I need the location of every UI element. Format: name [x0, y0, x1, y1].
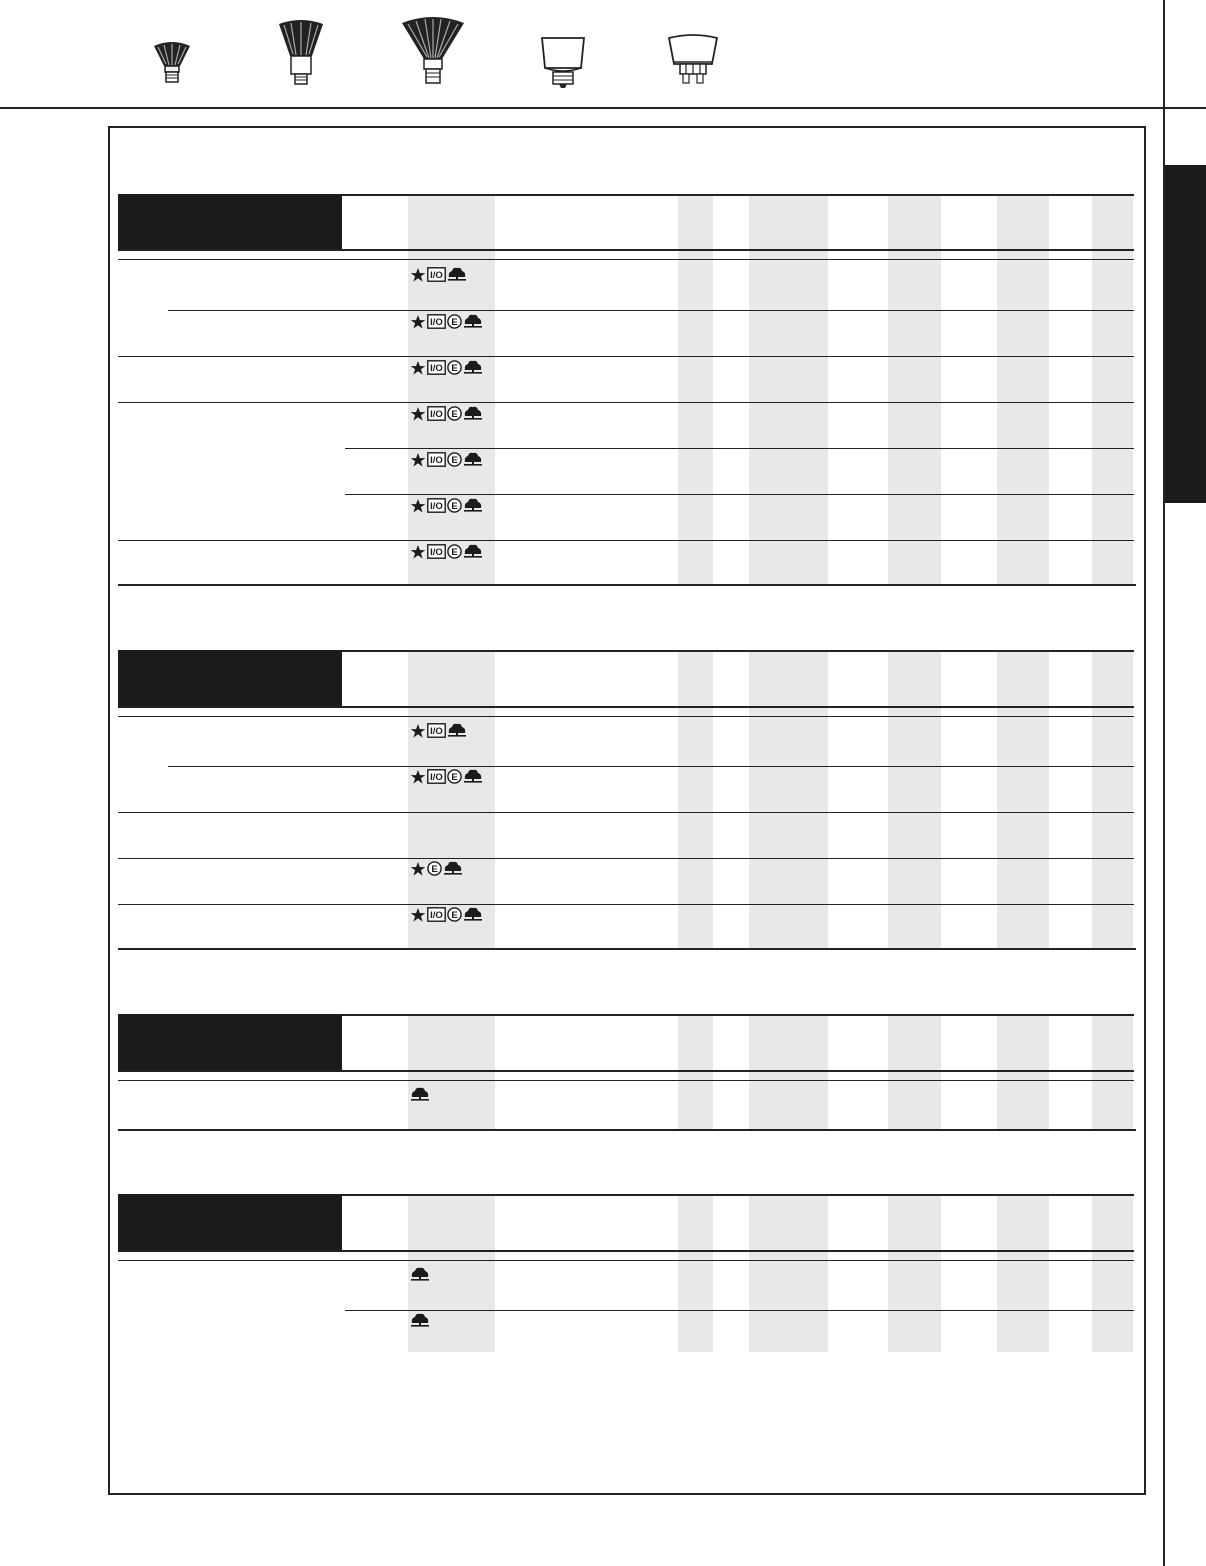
energy-star-icon	[410, 907, 426, 928]
svg-text:E: E	[451, 772, 458, 783]
eco-friendly-icon	[447, 723, 467, 743]
feature-icons-row	[410, 545, 483, 563]
feature-icons-row	[410, 315, 483, 333]
svg-text:I/O: I/O	[430, 317, 443, 329]
energy-star-icon	[410, 723, 426, 744]
svg-text:E: E	[451, 317, 458, 328]
indoor-outdoor-icon	[427, 907, 446, 927]
indoor-outdoor-icon	[427, 452, 446, 472]
shaded-column	[888, 1016, 941, 1130]
svg-text:E: E	[451, 409, 458, 420]
enclosed-fixture-icon	[447, 314, 462, 334]
indoor-outdoor-icon	[427, 544, 446, 564]
table-end-rule	[118, 948, 1136, 950]
svg-text:E: E	[451, 547, 458, 558]
enclosed-fixture-icon	[447, 544, 462, 564]
eco-friendly-icon	[463, 498, 483, 518]
enclosed-fixture-icon	[447, 498, 462, 518]
row-rule	[118, 904, 1134, 905]
table-header-block	[118, 650, 342, 707]
table-header-bottom-rule	[118, 706, 1134, 708]
shaded-column	[1092, 1016, 1133, 1130]
svg-text:I/O: I/O	[430, 455, 443, 467]
shaded-column	[749, 1016, 828, 1130]
e26-base-lamp-icon	[539, 34, 587, 90]
svg-text:I/O: I/O	[430, 501, 443, 513]
row-rule	[118, 540, 1134, 541]
shaded-column	[408, 196, 495, 585]
enclosed-fixture-icon	[447, 406, 462, 426]
svg-text:I/O: I/O	[430, 363, 443, 375]
feature-icons-row	[410, 453, 483, 471]
feature-icons-row	[410, 1268, 430, 1286]
row-rule	[118, 1080, 1134, 1081]
section-tab	[1165, 165, 1206, 503]
row-rule	[168, 766, 1134, 767]
indoor-outdoor-icon	[427, 769, 446, 789]
feature-icons-row	[410, 1088, 430, 1106]
svg-text:I/O: I/O	[430, 910, 443, 922]
shaded-column	[749, 1196, 828, 1352]
eco-friendly-icon	[463, 314, 483, 334]
energy-star-icon	[410, 406, 426, 427]
feature-icons-row	[410, 1314, 430, 1332]
eco-friendly-icon	[410, 1087, 430, 1107]
shaded-column	[678, 1196, 713, 1352]
enclosed-fixture-icon	[447, 452, 462, 472]
feature-icons-row	[410, 407, 483, 425]
shaded-column	[997, 196, 1049, 585]
eco-friendly-icon	[443, 861, 463, 881]
eco-friendly-icon	[463, 544, 483, 564]
enclosed-fixture-icon	[447, 360, 462, 380]
energy-star-icon	[410, 267, 426, 288]
row-rule	[345, 448, 1134, 449]
eco-friendly-icon	[463, 406, 483, 426]
feature-icons-row	[410, 770, 483, 788]
feature-icons-row	[410, 908, 483, 926]
feature-icons-row	[410, 724, 467, 742]
shaded-column	[678, 196, 713, 585]
svg-text:I/O: I/O	[430, 409, 443, 421]
table-header-block	[118, 1014, 342, 1071]
svg-text:E: E	[451, 910, 458, 921]
energy-star-icon	[410, 360, 426, 381]
indoor-outdoor-icon	[427, 723, 446, 743]
table-end-rule	[118, 584, 1136, 586]
row-rule	[118, 356, 1134, 357]
eco-friendly-icon	[447, 267, 467, 287]
eco-friendly-icon	[463, 907, 483, 927]
indoor-outdoor-icon	[427, 360, 446, 380]
eco-friendly-icon	[410, 1267, 430, 1287]
feature-icons-row	[410, 862, 463, 880]
svg-text:E: E	[451, 363, 458, 374]
svg-text:I/O: I/O	[430, 547, 443, 559]
header-rule	[0, 107, 1206, 109]
shaded-column	[1092, 196, 1133, 585]
svg-text:I/O: I/O	[430, 772, 443, 784]
energy-star-icon	[410, 769, 426, 790]
row-rule	[118, 259, 1134, 260]
indoor-outdoor-icon	[427, 267, 446, 287]
shaded-column	[888, 196, 941, 585]
enclosed-fixture-icon	[447, 907, 462, 927]
feature-icons-row	[410, 499, 483, 517]
energy-star-icon	[410, 861, 426, 882]
shaded-column	[1092, 1196, 1133, 1352]
shaded-column	[997, 1196, 1049, 1352]
table-end-rule	[118, 1129, 1136, 1131]
table-header-bottom-rule	[118, 249, 1134, 251]
indoor-outdoor-icon	[427, 314, 446, 334]
energy-star-icon	[410, 544, 426, 565]
eco-friendly-icon	[463, 452, 483, 472]
shaded-column	[997, 1016, 1049, 1130]
table-header-block	[118, 194, 342, 250]
shaded-column	[408, 1016, 495, 1130]
energy-star-icon	[410, 498, 426, 519]
par38-lamp-icon	[400, 15, 466, 87]
svg-text:E: E	[451, 455, 458, 466]
svg-text:I/O: I/O	[430, 726, 443, 738]
row-rule	[118, 812, 1134, 813]
shaded-column	[749, 196, 828, 585]
svg-text:I/O: I/O	[430, 270, 443, 282]
enclosed-fixture-icon	[447, 769, 462, 789]
eco-friendly-icon	[410, 1313, 430, 1333]
svg-text:E: E	[431, 864, 438, 875]
gu10-base-lamp-icon	[666, 34, 720, 86]
row-rule	[168, 310, 1134, 311]
row-rule	[345, 494, 1134, 495]
row-rule	[118, 402, 1134, 403]
table-header-block	[118, 1194, 342, 1251]
indoor-outdoor-icon	[427, 406, 446, 426]
spec-frame	[108, 126, 1146, 1495]
energy-star-icon	[410, 314, 426, 335]
eco-friendly-icon	[463, 769, 483, 789]
row-rule	[118, 1260, 1134, 1261]
feature-icons-row	[410, 361, 483, 379]
feature-icons-row	[410, 268, 467, 286]
eco-friendly-icon	[463, 360, 483, 380]
indoor-outdoor-icon	[427, 498, 446, 518]
shaded-column	[678, 1016, 713, 1130]
par20-lamp-icon	[150, 40, 194, 86]
row-rule	[118, 858, 1134, 859]
table-header-bottom-rule	[118, 1070, 1134, 1072]
table-header-bottom-rule	[118, 1250, 1134, 1252]
energy-star-icon	[410, 452, 426, 473]
enclosed-fixture-icon	[427, 861, 442, 881]
row-rule	[118, 716, 1134, 717]
svg-text:E: E	[451, 501, 458, 512]
shaded-column	[888, 1196, 941, 1352]
row-rule	[345, 1310, 1134, 1311]
br30-reflector-lamp-icon	[276, 18, 326, 88]
